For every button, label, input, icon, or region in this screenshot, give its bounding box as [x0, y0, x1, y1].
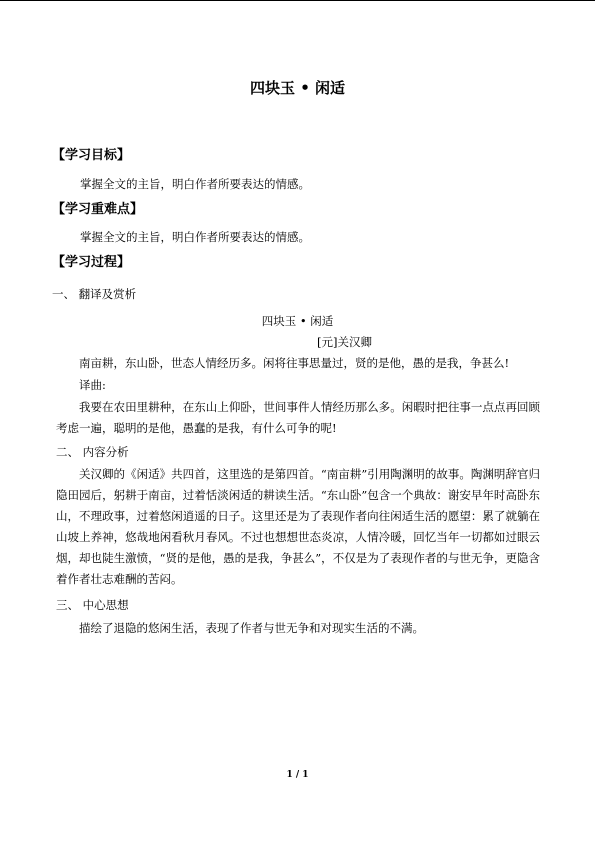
analysis-section-heading: 二、 内容分析	[56, 445, 129, 459]
page-title: 四块玉 • 闲适	[249, 79, 346, 97]
learning-goal-heading: 【学习目标】	[52, 148, 131, 163]
poem-title: 四块玉 • 闲适	[261, 314, 334, 328]
difficulty-heading: 【学习重难点】	[52, 202, 144, 217]
analysis-paragraph: 关汉卿的《闲适》共四首，这里选的是第四首。“南亩耕”引用陶渊明的故事。陶渊明辞官归隐田园后，躬耕于南亩，过着恬淡闲适的耕读生活。“东山卧”包含一个典故：谢安早年时高卧东山，不理政事，过着悠闲逍遥的日子。这里还是为了表现作者向往闲适生活的愿望：累了就躺在山坡上养神，悠哉地闲看秋月春风。不过也想想世态炎凉，人情冷暖，回忆当年一切都如过眼云烟，却也陡生激愤，“贤的是他，愚的是我，争甚么”，不仅是为了表现作者的与世无争，更隐含着作者壮志难酬的苦闷。	[56, 467, 540, 586]
learning-goal-text: 掌握全文的主旨，明白作者所要表达的情感。	[80, 177, 310, 191]
poem-author: [元]关汉卿	[317, 335, 372, 349]
top-rule	[0, 0, 595, 1]
theme-paragraph: 描绘了退隐的悠闲生活，表现了作者与世无争和对现实生活的不满。	[79, 621, 424, 635]
translation-section-heading: 一、 翻译及赏析	[52, 287, 137, 301]
translation-label: 译曲:	[79, 378, 106, 392]
page-number: 1 / 1	[286, 770, 309, 780]
theme-section-heading: 三、 中心思想	[56, 598, 129, 612]
translation-paragraph: 我要在农田里耕种，在东山上仰卧，世间事件人情经历那么多。闲暇时把往事一点点再回顾考虑一遍，聪明的是他，愚蠢的是我，有什么可争的呢!	[56, 400, 540, 435]
process-heading: 【学习过程】	[52, 255, 131, 270]
difficulty-text: 掌握全文的主旨，明白作者所要表达的情感。	[80, 230, 310, 244]
poem-text: 南亩耕，东山卧，世态人情经历多。闲将往事思量过，贤的是他，愚的是我，争甚么!	[79, 356, 510, 370]
